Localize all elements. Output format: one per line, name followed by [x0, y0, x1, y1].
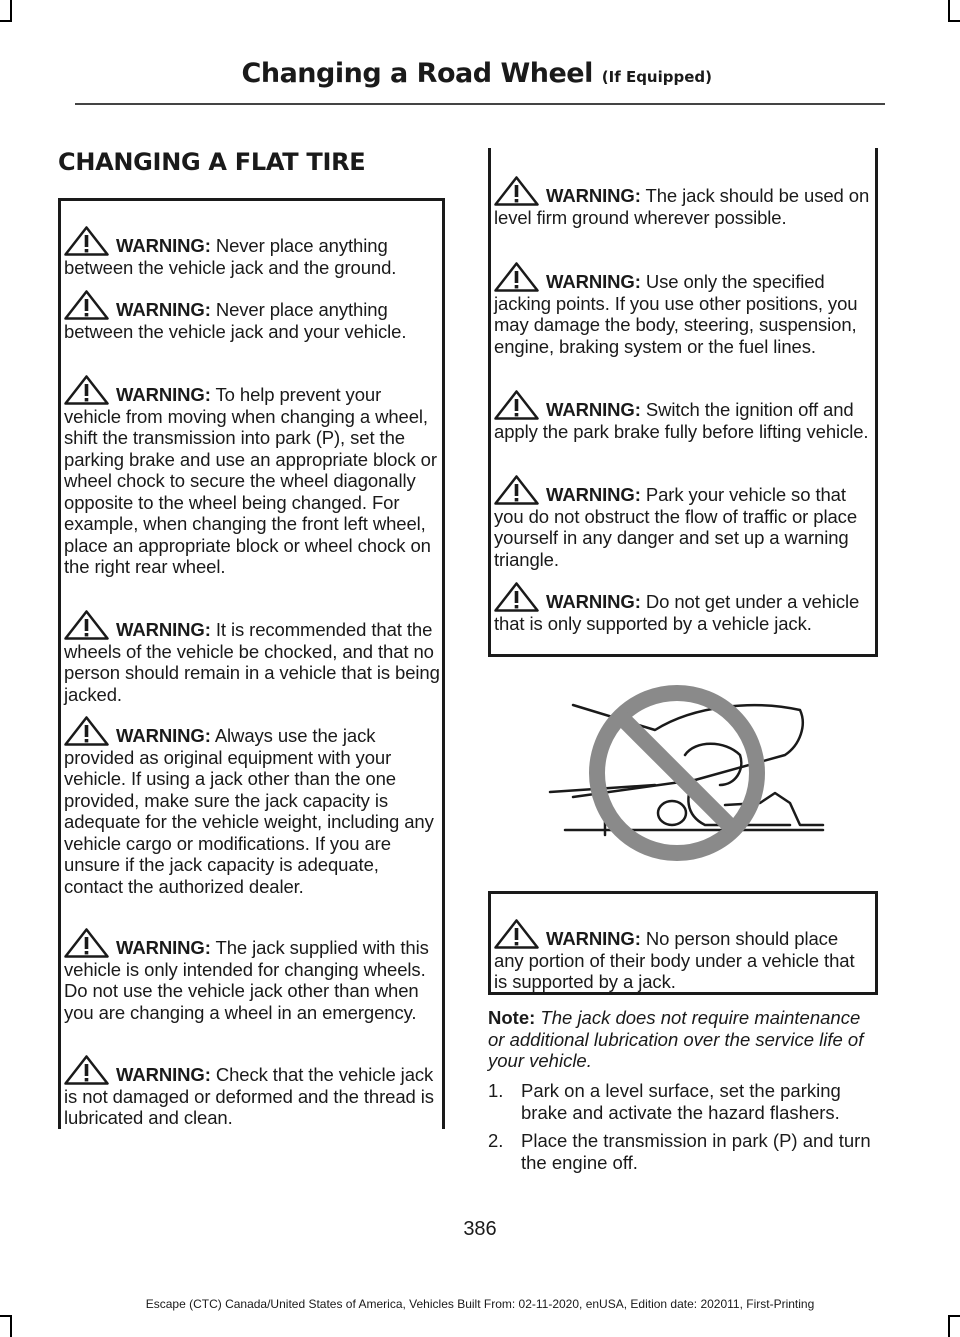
warning-text: Never place anything between the vehicle jack and the ground. [64, 235, 397, 278]
warning-text: Use only the specified jacking points. If you use other positions, you may damage the body, steering, suspension, engine, braking system or the fuel lines. [494, 271, 858, 357]
header-subtitle: (If Equipped) [601, 68, 712, 86]
crop-mark [948, 1317, 950, 1337]
warning-text: Do not get under a vehicle that is only supported by a vehicle jack. [494, 591, 860, 634]
warning-block [64, 716, 440, 897]
warning-triangle-icon [64, 1055, 109, 1085]
warning-triangle-icon [494, 176, 539, 206]
warning-label: WARNING: [116, 299, 211, 320]
warning-triangle-icon [64, 716, 109, 746]
list-item [488, 1080, 880, 1123]
crop-mark [10, 0, 12, 20]
warning-triangle-icon [494, 582, 539, 612]
step-number: 2. [488, 1130, 504, 1151]
crop-mark [948, 0, 950, 20]
warning-label: WARNING: [116, 619, 211, 640]
note-text: The jack does not require maintenance or additional lubrication over the service life of your vehicle. [488, 1007, 864, 1071]
warning-triangle-icon [494, 262, 539, 292]
warning-text: Always use the jack provided as original equipment with your vehicle. If using a jack other than the one provided, make sure the jack capacity is adequate for the vehicle weight, including any vehicle cargo or modifications. If you are unsure if the jack capacity is adequate, contact the authorized dealer. [64, 725, 434, 897]
warning-block [494, 390, 870, 442]
crop-mark [10, 1317, 12, 1337]
warning-triangle-icon [64, 928, 109, 958]
warning-label: WARNING: [116, 937, 211, 958]
page-header [242, 58, 712, 89]
warning-label: WARNING: [116, 725, 211, 746]
warning-triangle-icon [64, 375, 109, 405]
step-text: Park on a level surface, set the parking brake and activate the hazard flashers. [521, 1080, 841, 1123]
warning-text: Never place anything between the vehicle jack and your vehicle. [64, 299, 407, 342]
header-title: Changing a Road Wheel [241, 58, 593, 89]
page-number: 386 [463, 1218, 497, 1240]
warning-text: Check that the vehicle jack is not damaged or deformed and the thread is lubricated and clean. [64, 1064, 434, 1128]
warning-label: WARNING: [116, 384, 211, 405]
warning-block [64, 226, 440, 278]
warning-label: WARNING: [116, 235, 211, 256]
warning-label: WARNING: [546, 185, 641, 206]
footer-text: Escape (CTC) Canada/United States of America, Vehicles Built From: 02-11-2020, enUSA, Edition date: 202011, First-Printing [145, 1297, 815, 1311]
warning-text: No person should place any portion of their body under a vehicle that is supported by a jack. [494, 928, 855, 992]
warning-block [64, 928, 440, 1023]
warning-label: WARNING: [546, 271, 641, 292]
header-rule [75, 103, 885, 105]
warning-triangle-icon [64, 290, 109, 320]
crop-mark [948, 20, 960, 22]
warning-label: WARNING: [546, 591, 641, 612]
warning-block [494, 582, 870, 634]
crop-mark [948, 1315, 960, 1317]
warning-block [64, 290, 440, 342]
warning-label: WARNING: [546, 928, 641, 949]
warning-block [64, 1055, 440, 1129]
warning-text: Park your vehicle so that you do not obstruct the flow of traffic or place yourself in any danger and set up a warning triangle. [494, 484, 858, 570]
warning-triangle-icon [494, 475, 539, 505]
crop-mark [0, 20, 12, 22]
warning-text: To help prevent your vehicle from moving when changing a wheel, shift the transmission into park (P), set the parking brake and use an appropriate block or wheel chock to secure the wheel diagonally opposite to the wheel being changed. For example, when changing the front left wheel, place an appropriate block or wheel chock on the right rear wheel. [64, 384, 437, 577]
warning-block [494, 176, 870, 228]
list-item [488, 1130, 880, 1173]
warning-block [494, 919, 870, 993]
warning-label: WARNING: [116, 1064, 211, 1085]
warning-triangle-icon [494, 390, 539, 420]
warning-triangle-icon [64, 226, 109, 256]
warning-text: It is recommended that the wheels of the vehicle be chocked, and that no person should remain in a vehicle that is being jacked. [64, 619, 440, 705]
warning-text: The jack supplied with this vehicle is only intended for changing wheels. Do not use the vehicle jack other than when you are changing a wheel in an emergency. [64, 937, 429, 1023]
note-label: Note: [488, 1007, 536, 1028]
note [488, 1007, 880, 1072]
warning-label: WARNING: [546, 484, 641, 505]
step-text: Place the transmission in park (P) and turn the engine off. [521, 1130, 871, 1173]
warning-block [494, 475, 870, 570]
no-person-under-vehicle-illustration [545, 685, 830, 865]
warning-triangle-icon [494, 919, 539, 949]
warning-text: Switch the ignition off and apply the park brake fully before lifting vehicle. [494, 399, 869, 442]
warning-label: WARNING: [546, 399, 641, 420]
warning-block [494, 262, 870, 357]
warning-text: The jack should be used on level firm ground wherever possible. [494, 185, 870, 228]
step-number: 1. [488, 1080, 504, 1101]
crop-mark [0, 1315, 12, 1317]
warning-block [64, 610, 440, 705]
warning-block [64, 375, 440, 578]
warning-triangle-icon [64, 610, 109, 640]
section-title: CHANGING A FLAT TIRE [58, 148, 366, 176]
